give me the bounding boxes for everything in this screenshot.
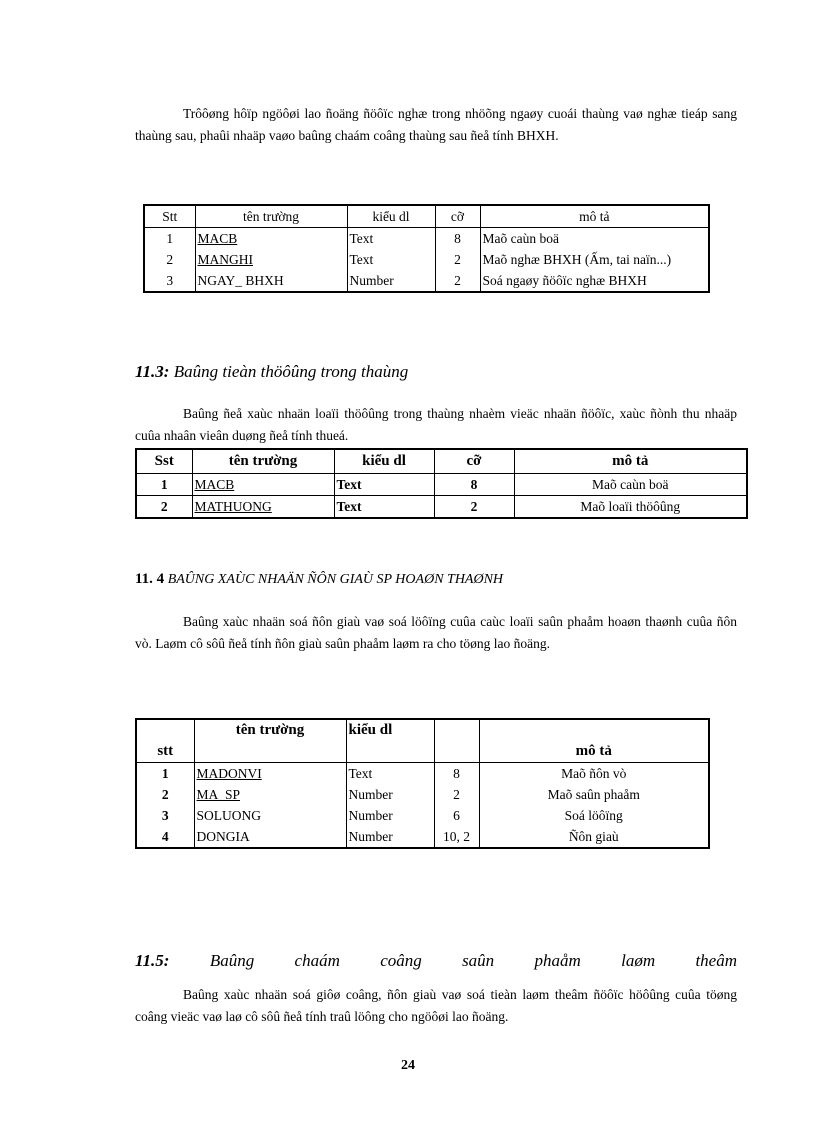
heading-number: 11.5: xyxy=(135,951,170,970)
t2-header-name: tên trường xyxy=(192,449,334,474)
t1-header-size: cỡ xyxy=(435,205,480,228)
t3-cell: SOLUONG xyxy=(194,805,346,826)
t3-cell: 10, 2 xyxy=(434,826,479,848)
t3-cell: Text xyxy=(346,763,434,785)
page-number: 24 xyxy=(401,1058,415,1073)
t3-cell: 2 xyxy=(434,784,479,805)
t2-cell: 1 xyxy=(136,474,192,496)
t1-cell: Maõ nghæ BHXH (Ấm, tai naïn...) xyxy=(480,249,709,270)
t1-cell: Soá ngaøy ñöôïc nghæ BHXH xyxy=(480,270,709,292)
table-row xyxy=(136,826,709,848)
heading-text: BAÛNG XAÙC NHAÄN ÑÔN GIAÙ SP HOAØN THAØNH xyxy=(167,572,504,587)
t3-cell: Ñôn giaù xyxy=(479,826,709,848)
t1-cell: NGAY_ BHXH xyxy=(195,270,347,292)
heading-text: Baûng tieàn thöôûng trong thaùng xyxy=(173,362,409,381)
t1-header-desc: mô tả xyxy=(480,205,709,228)
table-row xyxy=(136,496,747,519)
t2-cell: Maõ loaïi thöôûng xyxy=(514,496,747,519)
t3-cell: MADONVI xyxy=(194,763,346,785)
t1-cell: 2 xyxy=(435,270,480,292)
t3-cell: DONGIA xyxy=(194,826,346,848)
heading-11-3 xyxy=(135,362,408,382)
t2-header-desc: mô tả xyxy=(514,449,747,474)
table-bhxh xyxy=(143,204,710,293)
t1-cell: 2 xyxy=(144,249,195,270)
table-thuong xyxy=(135,448,748,519)
t1-header-type: kiểu dl xyxy=(347,205,435,228)
t1-cell: 2 xyxy=(435,249,480,270)
t1-cell: 3 xyxy=(144,270,195,292)
heading-number: 11. 4 xyxy=(135,571,165,587)
table-row xyxy=(144,228,709,250)
t2-cell: Maõ caùn boä xyxy=(514,474,747,496)
table-row xyxy=(144,270,709,292)
heading-word: laøm xyxy=(621,951,656,970)
t1-cell: 8 xyxy=(435,228,480,250)
t2-cell: 8 xyxy=(434,474,514,496)
heading-word: phaåm xyxy=(534,951,581,970)
t2-cell: Text xyxy=(334,496,434,519)
paragraph-3: Baûng xaùc nhaän soá ñôn giaù vaø soá löôïng cuûa caùc loaïi saûn phaåm hoaøn thaønh cuûa ñôn vò. Laøm cô sôû ñeå tính ñôn giaù saûn phaåm laøm ra cho töøng lao ñoäng. xyxy=(135,614,737,651)
t3-cell: Number xyxy=(346,826,434,848)
table-row xyxy=(144,249,709,270)
t2-cell: 2 xyxy=(434,496,514,519)
t3-cell: MA_SP xyxy=(194,784,346,805)
t1-header-name: tên trường xyxy=(195,205,347,228)
t1-cell: Text xyxy=(347,228,435,250)
t3-header-type: kiểu dl xyxy=(346,719,434,763)
t3-header-desc: mô tả xyxy=(479,719,709,763)
t3-cell: 1 xyxy=(136,763,194,785)
paragraph-1: Trôôøng hôïp ngöôøi lao ñoäng ñöôïc nghæ trong nhöõng ngaøy cuoái thaùng vaø nghæ tieáp sang thaùng sau, phaûi nhaäp vaøo baûng chaám coâng thaùng sau ñeå tính BHXH. xyxy=(135,106,737,143)
heading-number: 11.3: xyxy=(135,362,170,381)
t3-cell: 2 xyxy=(136,784,194,805)
heading-word: Baûng xyxy=(209,951,255,970)
t2-cell: Text xyxy=(334,474,434,496)
t3-cell: Maõ saûn phaåm xyxy=(479,784,709,805)
t3-cell: Number xyxy=(346,805,434,826)
heading-word: saûn xyxy=(462,951,495,970)
heading-word: theâm xyxy=(695,951,737,970)
t1-cell: 1 xyxy=(144,228,195,250)
t2-cell: MACB xyxy=(192,474,334,496)
table-row xyxy=(136,763,709,785)
t1-cell: MACB xyxy=(195,228,347,250)
t2-cell: MATHUONG xyxy=(192,496,334,519)
table-dongia xyxy=(135,718,710,849)
table-row xyxy=(136,784,709,805)
heading-11-4 xyxy=(135,571,503,588)
t3-cell: 3 xyxy=(136,805,194,826)
heading-11-5 xyxy=(135,951,737,971)
t2-header-stt: Sst xyxy=(136,449,192,474)
heading-word: chaám xyxy=(294,951,340,970)
t1-header-stt: Stt xyxy=(144,205,195,228)
t3-cell: Number xyxy=(346,784,434,805)
t3-header-size xyxy=(434,719,479,763)
paragraph-4: Baûng xaùc nhaän soá giôø coâng, ñôn giaù vaø soá tieàn laøm theâm ñöôïc höôûng cuûa töøng coâng vieäc vaø laø cô sôû ñeå tính traû löông cho ngöôøi lao ñoäng. xyxy=(135,987,737,1024)
t1-cell: Number xyxy=(347,270,435,292)
t2-cell: 2 xyxy=(136,496,192,519)
t2-header-size: cỡ xyxy=(434,449,514,474)
table-row xyxy=(136,474,747,496)
t1-cell: Text xyxy=(347,249,435,270)
paragraph-2: Baûng ñeå xaùc nhaän loaïi thöôûng trong thaùng nhaèm vieäc nhaän ñöôïc, xaùc ñònh thu nhaäp cuûa nhaân vieân duøng ñeå tính thueá. xyxy=(135,406,737,443)
t1-cell: MANGHI xyxy=(195,249,347,270)
t3-cell: 8 xyxy=(434,763,479,785)
t3-header-name: tên trường xyxy=(194,719,346,763)
t3-cell: 4 xyxy=(136,826,194,848)
t2-header-type: kiểu dl xyxy=(334,449,434,474)
t3-cell: Soá löôïng xyxy=(479,805,709,826)
t3-cell: 6 xyxy=(434,805,479,826)
heading-word: coâng xyxy=(380,951,422,970)
t1-cell: Maõ caùn boä xyxy=(480,228,709,250)
table-row xyxy=(136,805,709,826)
t3-header-stt: stt xyxy=(136,719,194,763)
t3-cell: Maõ ñôn vò xyxy=(479,763,709,785)
